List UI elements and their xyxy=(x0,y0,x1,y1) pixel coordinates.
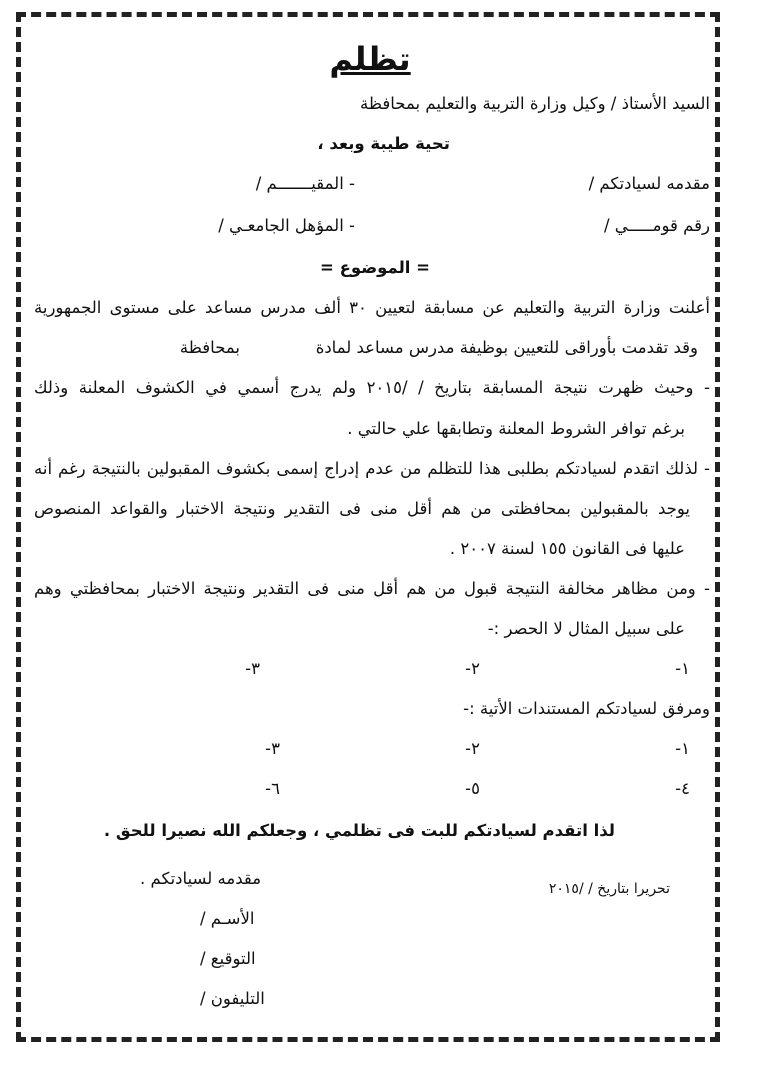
paragraph-line: بمحافظة xyxy=(179,338,240,357)
addressee-line: السيد الأستاذ / وكيل وزارة التربية والتعليم بمحافظة xyxy=(360,94,710,113)
paragraph-line: برغم توافر الشروط المعلنة وتطابقها علي حالتي . xyxy=(347,419,685,438)
attachment-item: ٣- xyxy=(265,739,280,758)
subject-heading: = الموضوع = xyxy=(320,258,430,277)
attachment-item: ٢- xyxy=(465,739,480,758)
attachment-item: ٤- xyxy=(675,779,690,798)
submitter-field: مقدمه لسيادتكم / xyxy=(588,174,710,193)
attachment-item: ٥- xyxy=(465,779,480,798)
name-field: الأسـم / xyxy=(200,909,255,928)
paragraph-line: وقد تقدمت بأوراقى للتعيين بوظيفة مدرس مساعد لمادة xyxy=(315,338,698,357)
national-id-field: رقم قومـــــي / xyxy=(603,216,710,235)
attachment-item: ٦- xyxy=(265,779,280,798)
paragraph-line: - ومن مظاهر مخالفة النتيجة قبول من هم أقل منى فى التقدير ونتيجة الاختبار بمحافظتي وهم xyxy=(34,579,710,598)
letter-title: تظلم xyxy=(329,40,411,78)
example-item: ١- xyxy=(675,659,690,678)
attachment-item: ١- xyxy=(675,739,690,758)
paragraph-line: يوجد بالمقبولين بمحافظتى من هم أقل منى فى التقدير ونتيجة الاختبار والقواعد المنصوص xyxy=(34,499,690,518)
paragraph-line: أعلنت وزارة التربية والتعليم عن مسابقة لتعيين ٣٠ ألف مدرس مساعد على مستوى الجمهورية xyxy=(34,298,710,317)
date-line: تحريرا بتاريخ / /٢٠١٥ xyxy=(548,881,670,897)
paragraph-line: - وحيث ظهرت نتيجة المسابقة بتاريخ / /٢٠١٥ ولم يدرج أسمي في الكشوف المعلنة وذلك xyxy=(34,378,710,397)
submitted-by: مقدمه لسيادتكم . xyxy=(140,869,262,888)
signature-field: التوقيع / xyxy=(200,949,256,968)
phone-field: التليفون / xyxy=(200,989,265,1008)
greeting-line: تحية طيبة وبعد ، xyxy=(317,134,450,153)
paragraph-line: على سبيل المثال لا الحصر :- xyxy=(487,619,685,638)
attachments-label: ومرفق لسيادتكم المستندات الأتية :- xyxy=(463,699,710,718)
paragraph-line: - لذلك اتقدم لسيادتكم بطلبى هذا للتظلم من عدم إدراج إسمى بكشوف المقبولين بالنتيجة رغم أنه xyxy=(34,459,710,478)
example-item: ٣- xyxy=(245,659,260,678)
residence-field: - المقيـــــــم / xyxy=(255,174,355,193)
closing-line: لذا اتقدم لسيادتكم للبت فى تظلمي ، وجعلكم الله نصيرا للحق . xyxy=(103,821,615,840)
paragraph-line: عليها فى القانون ١٥٥ لسنة ٢٠٠٧ . xyxy=(449,539,685,558)
complaint-letter xyxy=(30,20,710,1030)
qualification-field: - المؤهل الجامعـي / xyxy=(218,216,355,235)
example-item: ٢- xyxy=(465,659,480,678)
